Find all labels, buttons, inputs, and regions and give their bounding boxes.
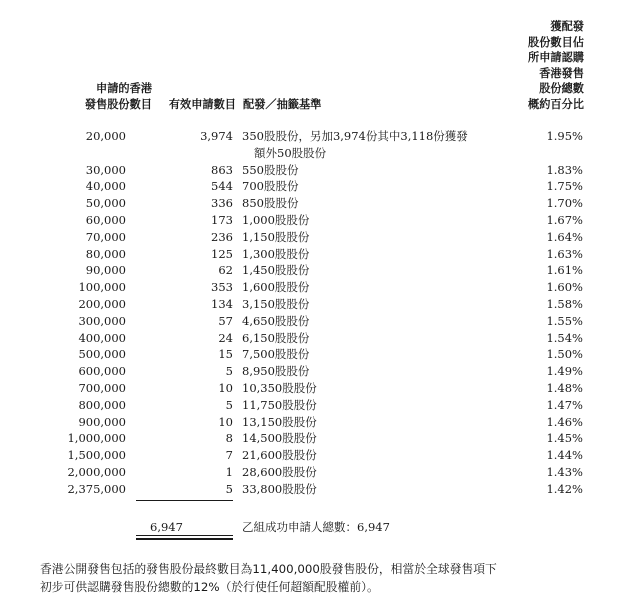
header-pct-line-4: 香港發售 [539,66,584,80]
total-double-rule-top [136,535,233,536]
footnote-line-2: 初步可供認購發售股份總數的12%（於行使任何超額配股權前）。 [40,580,379,594]
footnote-line-1: 香港公開發售包括的發售股份最終數目為11,400,000股發售股份，相當於全球發售項下 [40,562,497,576]
row-allotment-percentage: 1.58% [546,297,583,311]
total-valid-applications: 6,947 [150,520,183,534]
row-allotment-percentage: 1.60% [546,280,583,295]
row-valid-applications: 7 [225,448,233,463]
row-allotment-basis: 10,350股股份 [242,381,317,395]
row-applied-shares: 2,375,000 [67,481,126,496]
row-valid-applications: 10 [218,381,233,395]
row-allotment-percentage: 1.61% [546,263,583,278]
row-applied-shares: 900,000 [78,414,126,429]
row-allotment-basis: 1,150股股份 [242,229,310,244]
total-successful-applicants-label: 乙組成功申請人總數：6,947 [242,520,390,534]
row-allotment-percentage: 1.45% [546,431,583,446]
row-allotment-percentage: 1.83% [546,162,583,177]
row-allotment-basis: 6,150股股份 [242,330,310,345]
row-applied-shares: 80,000 [85,246,126,261]
row-valid-applications: 62 [218,263,233,278]
row-valid-applications: 236 [211,229,233,244]
row-allotment-percentage: 1.46% [546,414,583,429]
header-applied-line-1: 申請的香港 [96,82,152,95]
row-allotment-percentage: 1.48% [546,381,583,395]
row-valid-applications: 336 [211,196,233,211]
row-valid-applications: 134 [211,297,233,311]
row-allotment-basis: 21,600股股份 [242,448,317,463]
row-applied-shares: 40,000 [85,179,126,194]
header-valid-applications: 有效申請數目 [168,98,236,111]
header-allotment-percentage [488,19,584,113]
header-applied-line-2: 發售股份數目 [84,97,152,111]
row-allotment-percentage: 1.70% [546,196,583,211]
row-valid-applications: 1 [225,465,233,479]
row-allotment-basis: 1,300股股份 [242,246,310,261]
subtotal-rule [136,500,233,501]
row-applied-shares: 200,000 [78,297,126,311]
row-valid-applications: 57 [218,313,233,328]
row-applied-shares: 1,500,000 [67,448,126,463]
row-valid-applications: 5 [225,481,233,496]
row-valid-applications: 544 [211,179,233,194]
row-applied-shares: 400,000 [78,330,126,345]
row-applied-shares: 50,000 [85,196,126,211]
row-allotment-percentage: 1.55% [546,313,583,328]
row-applied-shares: 60,000 [85,213,126,227]
row-applied-shares: 600,000 [78,364,126,379]
row-valid-applications: 125 [211,246,233,261]
row-allotment-percentage: 1.64% [546,229,583,244]
header-pct-line-3: 所申請認購 [528,51,584,65]
row-applied-shares: 700,000 [78,381,126,395]
row-applied-shares: 70,000 [85,229,126,244]
row-valid-applications: 173 [211,213,233,227]
header-pct-line-2: 股份數目佔 [528,35,584,49]
row-allotment-basis: 4,650股股份 [242,313,310,328]
header-pct-line-6: 概約百分比 [528,97,584,111]
row-allotment-percentage: 1.75% [546,179,583,194]
row-valid-applications: 8 [225,431,233,446]
row-allotment-basis: 550股股份 [242,162,299,177]
row-allotment-basis: 33,800股股份 [242,481,317,496]
row-applied-shares: 500,000 [78,347,126,362]
row-allotment-basis: 1,600股股份 [242,280,310,295]
row-allotment-percentage: 1.47% [546,397,583,412]
row-applied-shares: 1,000,000 [67,431,126,446]
header-pct-line-1: 獲配發 [550,20,584,33]
row-applied-shares: 800,000 [78,397,126,412]
row-allotment-basis: 7,500股股份 [242,347,310,362]
row-allotment-basis: 1,000股股份 [242,213,310,227]
row-allotment-basis: 350股股份，另加3,974份其中3,118份獲發 [242,129,468,143]
row-allotment-percentage: 1.63% [546,246,583,261]
row-allotment-basis: 850股股份 [242,196,299,211]
row-allotment-percentage: 1.43% [546,465,583,479]
row-applied-shares: 300,000 [78,313,126,328]
row-applied-shares: 2,000,000 [67,465,126,479]
total-double-rule-bottom [136,538,233,540]
row-allotment-percentage: 1.44% [546,448,583,463]
row-allotment-percentage: 1.49% [546,364,583,379]
header-applied-shares [60,81,152,112]
row-valid-applications: 10 [218,414,233,429]
row-applied-shares: 90,000 [85,263,126,278]
row-allotment-percentage: 1.42% [546,481,583,496]
row-allotment-percentage: 1.50% [546,347,583,362]
row-applied-shares: 100,000 [78,280,126,295]
header-pct-line-5: 股份總數 [539,82,584,96]
row-applied-shares: 30,000 [85,162,126,177]
row-applied-shares: 20,000 [85,129,126,143]
footnote [40,560,600,596]
row-valid-applications: 5 [225,364,233,379]
row-allotment-basis-continued: 額外50股股份 [254,145,327,160]
row-valid-applications: 353 [211,280,233,295]
row-allotment-basis: 28,600股股份 [242,465,317,479]
row-allotment-percentage: 1.54% [546,330,583,345]
row-valid-applications: 5 [225,397,233,412]
row-allotment-basis: 1,450股股份 [242,263,310,278]
row-valid-applications: 3,974 [200,129,233,143]
row-allotment-basis: 8,950股股份 [242,364,310,379]
row-valid-applications: 15 [218,347,233,362]
row-allotment-percentage: 1.95% [546,129,583,143]
row-valid-applications: 863 [211,162,233,177]
row-allotment-basis: 700股股份 [242,179,299,194]
header-allotment-basis: 配發／抽籤基準 [243,98,322,111]
row-allotment-basis: 14,500股股份 [242,431,317,446]
row-allotment-percentage: 1.67% [546,213,583,227]
row-valid-applications: 24 [218,330,233,345]
row-allotment-basis: 11,750股股份 [242,397,317,412]
row-allotment-basis: 13,150股股份 [242,414,317,429]
row-allotment-basis: 3,150股股份 [242,297,310,311]
